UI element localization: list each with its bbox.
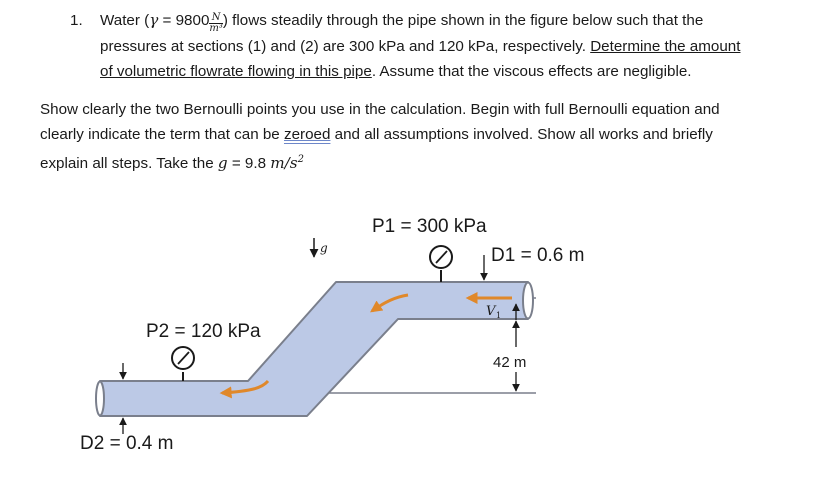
task-text-1: Determine the amount <box>590 38 741 55</box>
task-text-2: of volumetric flowrate flowing in this pipe <box>100 63 372 80</box>
instructions-line-2a: clearly indicate the term that can be <box>40 126 284 143</box>
gamma-symbol: γ <box>149 11 159 29</box>
p1-label: P1 = 300 kPa <box>372 216 487 237</box>
gravity-symbol: g <box>320 241 328 255</box>
instructions-line-1: Show clearly the two Bernoulli points you use in the calculation. Begin with full Bernoulli equation and <box>40 101 720 118</box>
d1-label: D1 = 0.6 m <box>491 245 585 266</box>
v1-subscript: 1 <box>496 311 502 320</box>
instructions-line-2b: and all assumptions involved. Show all works and briefly <box>330 126 713 143</box>
d2-label: D2 = 0.4 m <box>80 433 174 454</box>
g-value: = 9.8 <box>227 155 271 173</box>
problem-text-b: pressures at sections (1) and (2) are 300 kPa and 120 kPa, respectively. <box>100 38 591 55</box>
g-exponent: 2 <box>297 154 304 165</box>
water-text: Water ( <box>100 12 150 29</box>
frac-numerator: N <box>211 12 221 23</box>
frac-denominator: m³ <box>209 23 223 34</box>
zeroed-word: zeroed <box>283 126 331 143</box>
v1-symbol: V <box>486 304 496 319</box>
pipe <box>100 282 528 416</box>
gamma-value: = 9800 <box>158 12 210 29</box>
problem-number: 1. <box>70 12 83 29</box>
problem-text-c: . Assume that the viscous effects are negligible. <box>371 63 692 80</box>
g-symbol: g <box>217 154 228 173</box>
problem-text-a: ) flows steadily through the pipe shown in the figure below such that the <box>222 12 704 29</box>
pipe-right-end <box>523 283 533 319</box>
p2-label: P2 = 120 kPa <box>146 321 261 342</box>
pipe-left-end <box>96 382 104 416</box>
g-unit: m/s <box>270 154 298 173</box>
instructions-line-3a: explain all steps. Take the <box>40 155 218 173</box>
height-label: 42 m <box>493 354 527 371</box>
